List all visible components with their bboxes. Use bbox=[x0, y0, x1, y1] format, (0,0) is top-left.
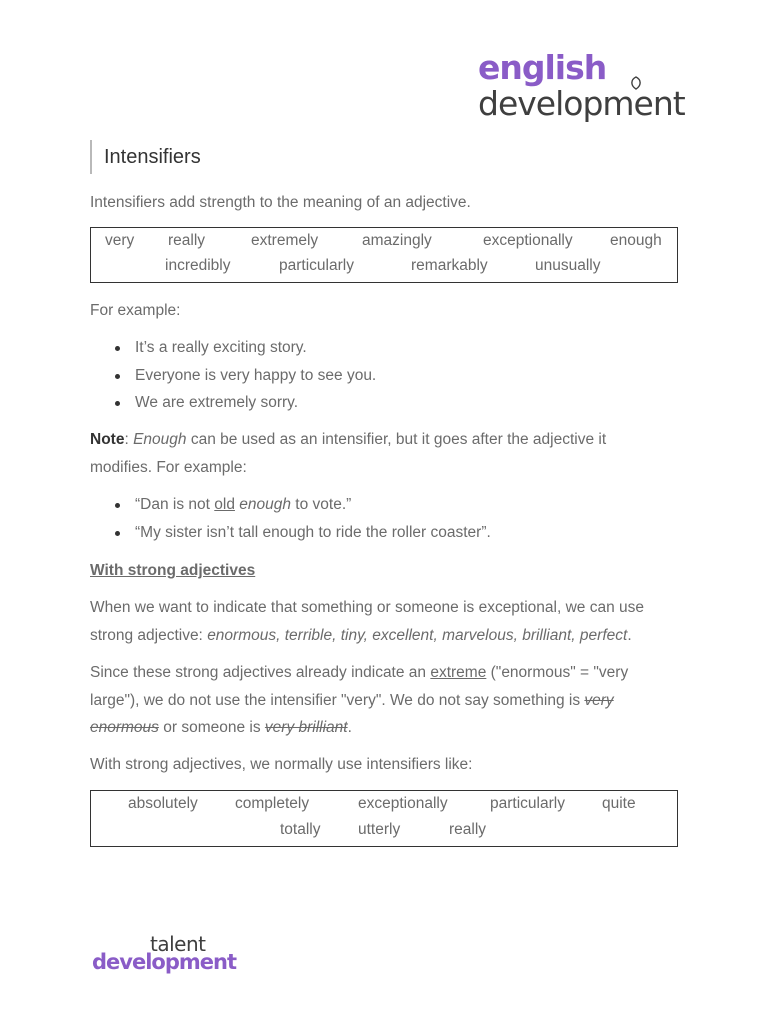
box-word: completely bbox=[235, 795, 310, 812]
box-word: particularly bbox=[279, 257, 354, 274]
box-word: utterly bbox=[358, 821, 401, 838]
note-example-list bbox=[90, 491, 491, 546]
box-word: unusually bbox=[535, 257, 601, 274]
strong-adjectives-paragraph: When we want to indicate that something or someone is exceptional, we can use strong adjective: enormous, terrible, tiny, excellent, marvelous, brilliant, perfect. bbox=[90, 599, 645, 644]
intro-text: Intensifiers add strength to the meaning of an adjective. bbox=[90, 194, 471, 211]
box-word: really bbox=[168, 232, 206, 249]
example-list bbox=[90, 334, 376, 417]
note-word: Enough bbox=[133, 431, 187, 448]
list-item: It’s a really exciting story. bbox=[90, 334, 376, 362]
box-word: quite bbox=[602, 795, 636, 812]
box-word: exceptionally bbox=[358, 795, 448, 812]
note-paragraph: Note: Enough can be used as an intensifier, but it goes after the adjective it modifies. For example: bbox=[90, 431, 607, 476]
box-word: absolutely bbox=[128, 795, 198, 812]
box-row bbox=[91, 818, 677, 845]
logo-line-talent: talent bbox=[150, 932, 206, 956]
box-word: extremely bbox=[251, 232, 319, 249]
box-row bbox=[91, 255, 677, 282]
extreme-paragraph: Since these strong adjectives already indicate an extreme ("enormous" = "very large"), we do not use the intensifier "very". We do not say something is very enormous or someone is very brilliant. bbox=[90, 664, 629, 736]
list-item: Everyone is very happy to see you. bbox=[90, 362, 376, 390]
english-development-logo bbox=[478, 50, 698, 122]
box-word: incredibly bbox=[165, 257, 231, 274]
box-word: exceptionally bbox=[483, 232, 573, 249]
logo-line-development: development bbox=[92, 950, 236, 974]
box-word: amazingly bbox=[362, 232, 432, 249]
box-word: very bbox=[105, 232, 135, 249]
box-row bbox=[91, 228, 677, 255]
logo-line-english: english bbox=[478, 48, 607, 87]
page-title: Intensifiers bbox=[90, 140, 201, 174]
section-subheading: With strong adjectives bbox=[90, 562, 256, 579]
box-word: particularly bbox=[490, 795, 565, 812]
box-word: really bbox=[449, 821, 487, 838]
strong-intensifier-box bbox=[90, 790, 678, 847]
note-label: Note bbox=[90, 431, 125, 448]
logo-line-development: development bbox=[478, 86, 698, 122]
list-item: “Dan is not old enough to vote.” bbox=[90, 491, 491, 519]
box-word: enough bbox=[610, 232, 662, 249]
box-row bbox=[91, 791, 677, 818]
box-word: remarkably bbox=[411, 257, 488, 274]
for-example-label: For example: bbox=[90, 302, 181, 319]
intensifiers-like-text: With strong adjectives, we normally use intensifiers like: bbox=[90, 756, 473, 773]
list-item: We are extremely sorry. bbox=[90, 389, 376, 417]
intensifier-box bbox=[90, 227, 678, 283]
list-item: “My sister isn’t tall enough to ride the roller coaster”. bbox=[90, 519, 491, 547]
leaf-icon bbox=[628, 76, 644, 90]
box-word: totally bbox=[280, 821, 321, 838]
